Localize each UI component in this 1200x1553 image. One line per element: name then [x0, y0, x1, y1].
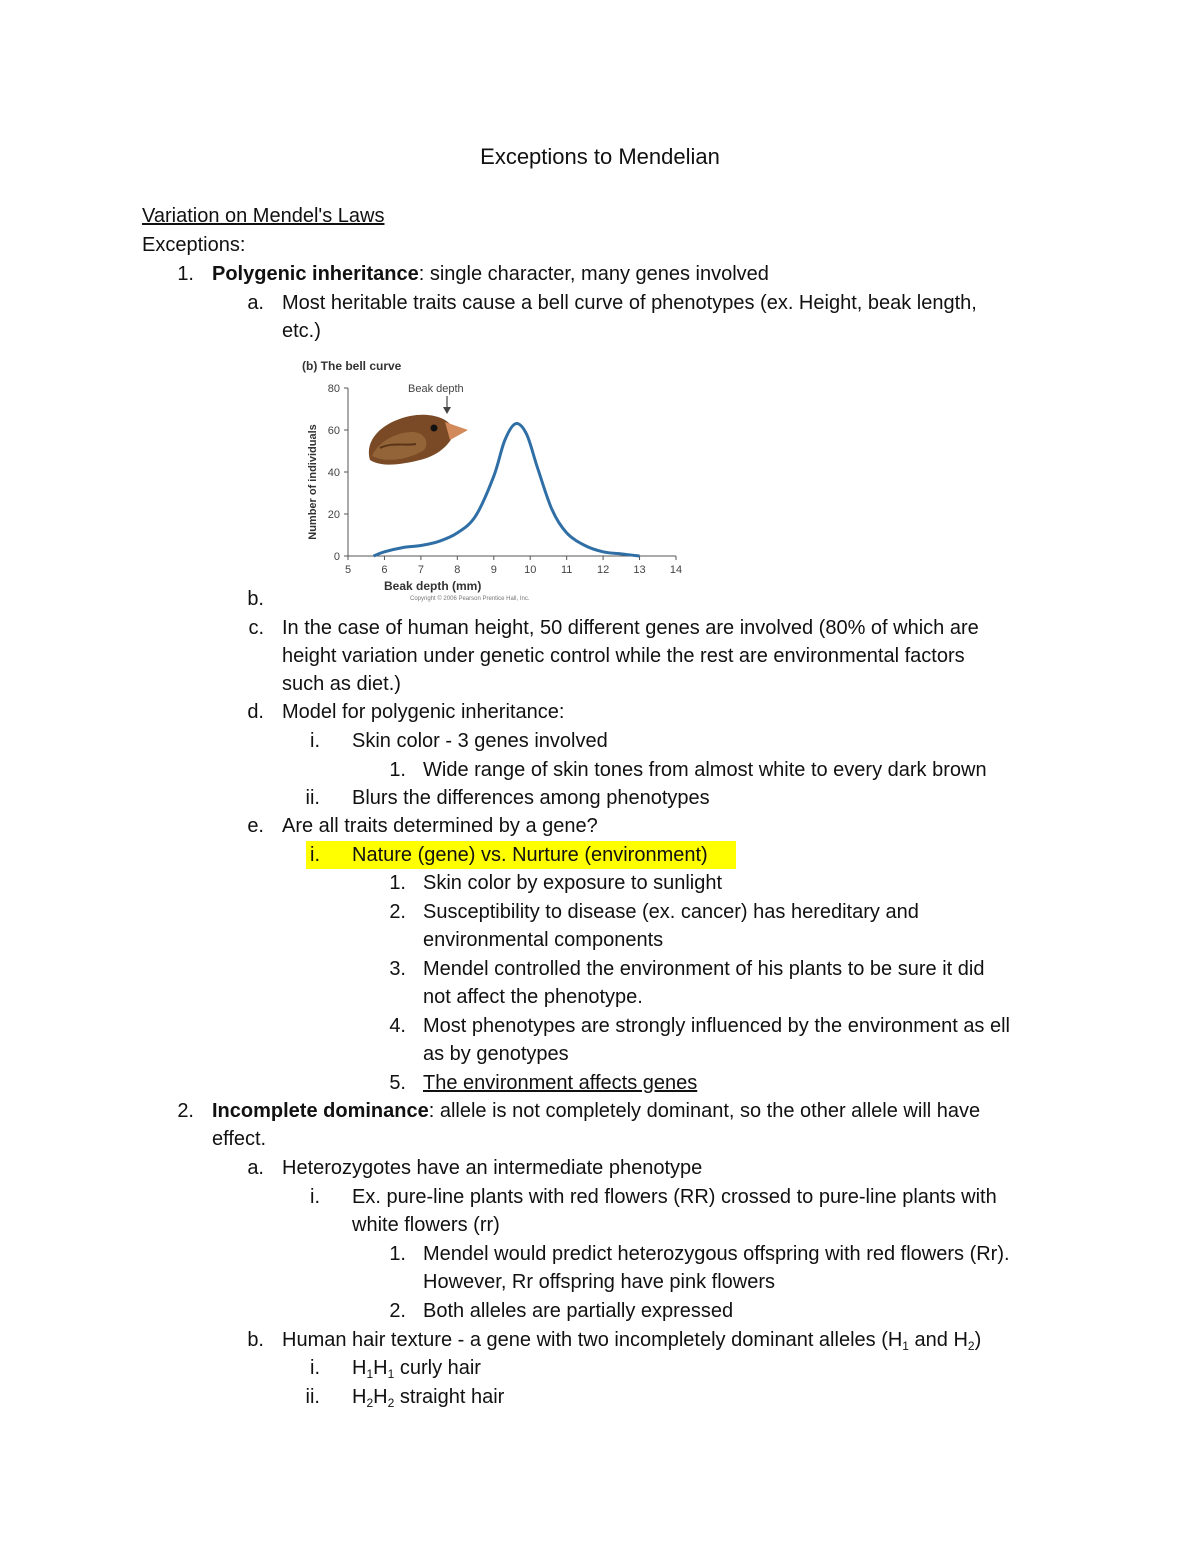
list-marker: d. [247, 701, 264, 723]
list-item-incomplete-dominance: Incomplete dominance: allele is not completely dominant, so the other allele will have [212, 1100, 981, 1122]
list-item-polygenic: Polygenic inheritance: single character, many genes involved [212, 263, 769, 285]
annotation-arrowhead [443, 407, 451, 414]
list-item-text: effect. [212, 1128, 267, 1150]
chart-copyright: Copyright © 2006 Pearson Prentice Hall, Inc. [410, 596, 530, 602]
list-marker: 1. [177, 263, 194, 285]
term-polygenic: Polygenic inheritance [212, 263, 419, 285]
list-marker: 5. [389, 1072, 406, 1094]
x-tick-label: 6 [381, 564, 388, 576]
list-marker: b. [247, 588, 264, 610]
list-item-text: Wide range of skin tones from almost white to every dark brown [423, 759, 987, 781]
list-item-text: Ex. pure-line plants with red flowers (RR) crossed to pure-line plants with [352, 1186, 997, 1208]
x-tick-label: 10 [524, 564, 537, 576]
list-item-text: Skin color by exposure to sunlight [423, 872, 723, 894]
x-tick-label: 9 [490, 564, 497, 576]
x-tick-label: 5 [344, 564, 352, 576]
list-marker: ii. [305, 1386, 320, 1408]
x-tick-label: 7 [417, 564, 424, 576]
list-marker: ii. [305, 787, 320, 809]
list-item-text: Heterozygotes have an intermediate phenotype [282, 1157, 703, 1179]
list-marker: i. [310, 1186, 320, 1208]
y-tick-label: 80 [327, 383, 340, 395]
exceptions-label: Exceptions: [142, 234, 246, 256]
chart-title: (b) The bell curve [302, 359, 402, 373]
list-item-text: white flowers (rr) [352, 1214, 500, 1236]
term-incomplete-dominance: Incomplete dominance [212, 1100, 429, 1122]
list-item-text: $H_1H_1$ curly hair [352, 1357, 481, 1381]
page-title: Exceptions to Mendelian [480, 144, 720, 169]
chart-ylabel: Number of individuals [307, 424, 319, 540]
chart-xlabel: Beak depth (mm) [384, 579, 482, 593]
finch-head-image [369, 415, 468, 465]
chart-annotation: Beak depth [408, 383, 464, 395]
x-tick-label: 12 [596, 564, 610, 576]
list-marker: i. [310, 1357, 320, 1379]
list-item-text: environmental components [423, 929, 664, 951]
list-marker: 1. [389, 1243, 406, 1265]
list-marker: 3. [389, 958, 406, 980]
list-item-text: such as diet.) [282, 673, 401, 695]
list-item-text: Most heritable traits cause a bell curve of phenotypes (ex. Height, beak length, [282, 292, 977, 314]
bell-curve-chart [300, 352, 700, 602]
list-marker: b. [247, 1329, 264, 1351]
list-item-text: Model for polygenic inheritance: [282, 701, 565, 723]
list-item-text: height variation under genetic control while the rest are environmental factors [282, 645, 965, 667]
list-marker: e. [247, 815, 264, 837]
list-item-text: Most phenotypes are strongly influenced by the environment as ell [423, 1015, 1011, 1037]
list-marker: a. [247, 292, 264, 314]
list-item-text: Blurs the differences among phenotypes [352, 787, 710, 809]
list-item-text: Are all traits determined by a gene? [282, 815, 598, 837]
x-tick-label: 8 [454, 564, 461, 576]
list-item-text: Both alleles are partially expressed [423, 1300, 734, 1322]
x-tick-label: 11 [560, 564, 573, 576]
list-item-text: Mendel controlled the environment of his plants to be sure it did [423, 958, 985, 980]
list-marker: 1. [389, 872, 406, 894]
list-item-text: Mendel would predict heterozygous offspring with red flowers (Rr). [423, 1243, 1010, 1265]
list-marker: i. [310, 844, 320, 866]
list-marker: 2. [389, 1300, 406, 1322]
y-tick-label: 20 [327, 509, 340, 521]
x-tick-label: 14 [669, 564, 683, 576]
list-marker: a. [247, 1157, 264, 1179]
list-item-text: In the case of human height, 50 different genes are involved (80% of which are [282, 617, 979, 639]
y-tick-label: 0 [333, 551, 340, 563]
list-item-text: Skin color - 3 genes involved [352, 730, 608, 752]
list-item-text: Susceptibility to disease (ex. cancer) has hereditary and [423, 901, 919, 923]
list-marker: 4. [389, 1015, 406, 1037]
highlighted-text: Nature (gene) vs. Nurture (environment) [352, 844, 708, 866]
y-tick-label: 60 [327, 425, 340, 437]
list-marker: c. [248, 617, 264, 639]
list-marker: 1. [389, 759, 406, 781]
list-item-text: not affect the phenotype. [423, 986, 643, 1008]
y-tick-label: 40 [327, 467, 340, 479]
list-marker: i. [310, 730, 320, 752]
list-item-text: However, Rr offspring have pink flowers [423, 1271, 776, 1293]
section-heading: Variation on Mendel's Laws [142, 205, 385, 227]
list-marker: 2. [177, 1100, 194, 1122]
list-item-text: etc.) [282, 320, 321, 342]
list-item-text: as by genotypes [423, 1043, 569, 1065]
x-tick-label: 13 [633, 564, 646, 576]
list-item-text: Human hair texture - a gene with two incompletely dominant alleles ($H_1$ and $H_2$) [282, 1329, 982, 1353]
list-item-text: $H_2H_2$ straight hair [352, 1386, 505, 1410]
list-marker: 2. [389, 901, 406, 923]
list-item-text: The environment affects genes [423, 1072, 698, 1094]
